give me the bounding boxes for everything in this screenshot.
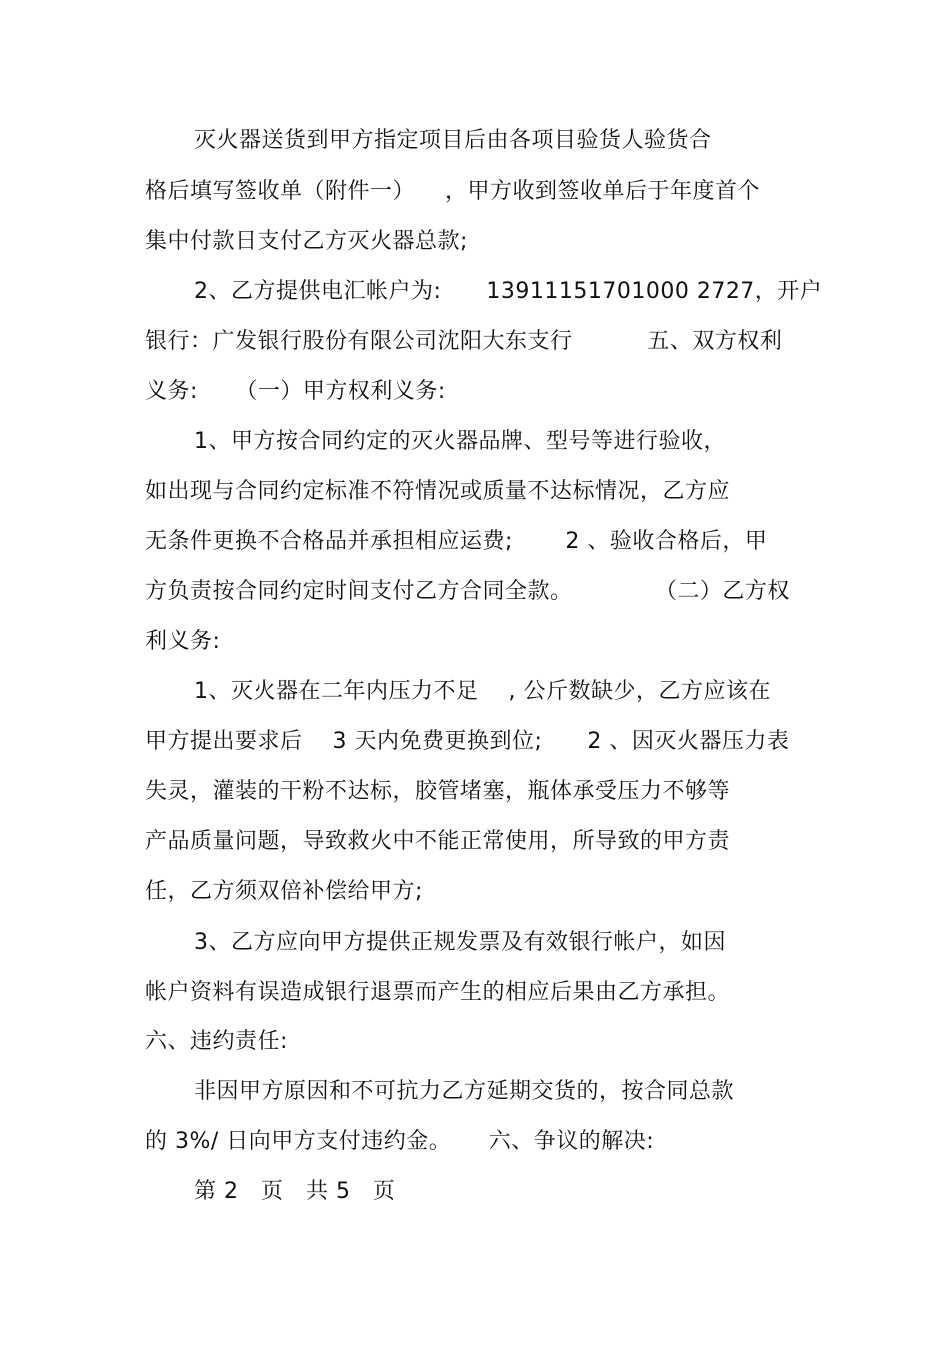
paragraph-line: 甲方提出要求后 3 天内免费更换到位; 2 、因灭火器压力表 (145, 729, 790, 754)
paragraph-line: 任，乙方须双倍补偿给甲方; (145, 879, 423, 904)
paragraph-line: 的 3%/ 日向甲方支付违约金。 六、争议的解决: (145, 1129, 655, 1154)
paragraph-line: 1、灭火器在二年内压力不足 , 公斤数缺少，乙方应该在 (194, 679, 771, 704)
paragraph-line: 帐户资料有误造成银行退票而产生的相应后果由乙方承担。 (145, 980, 731, 1005)
paragraph-line: 非因甲方原因和不可抗力乙方延期交货的，按合同总款 (194, 1079, 735, 1104)
paragraph-line: 产品质量问题，导致救火中不能正常使用，所导致的甲方责 (145, 829, 731, 854)
paragraph-line: 无条件更换不合格品并承担相应运费; 2 、验收合格后，甲 (145, 529, 768, 554)
paragraph-line: 利义务: (145, 629, 221, 654)
paragraph-line: 3、乙方应向甲方提供正规发票及有效银行帐户，如因 (194, 930, 726, 955)
paragraph-line: 2、乙方提供电汇帐户为: 13911151701000 2727，开户 (194, 279, 823, 304)
page-footer: 第 2 页 共 5 页 (194, 1179, 396, 1204)
paragraph-line: 格后填写签收单（附件一） ，甲方收到签收单后于年度首个 (145, 179, 760, 204)
section-heading: 六、违约责任: (145, 1029, 288, 1054)
paragraph-line: 灭火器送货到甲方指定项目后由各项目验货人验货合 (194, 128, 712, 153)
paragraph-line: 集中付款日支付乙方灭火器总款; (145, 229, 468, 254)
paragraph-line: 1、甲方按合同约定的灭火器品牌、型号等进行验收， (194, 429, 726, 454)
paragraph-line: 银行：广发银行股份有限公司沈阳大东支行 五、双方权利 (145, 329, 783, 354)
paragraph-line: 义务: （一）甲方权利义务: (145, 379, 446, 404)
paragraph-line: 如出现与合同约定标准不符情况或质量不达标情况，乙方应 (145, 479, 731, 504)
paragraph-line: 失灵，灌装的干粉不达标，胶管堵塞，瓶体承受压力不够等 (145, 779, 731, 804)
paragraph-line: 方负责按合同约定时间支付乙方合同全款。 （二）乙方权 (145, 579, 790, 604)
